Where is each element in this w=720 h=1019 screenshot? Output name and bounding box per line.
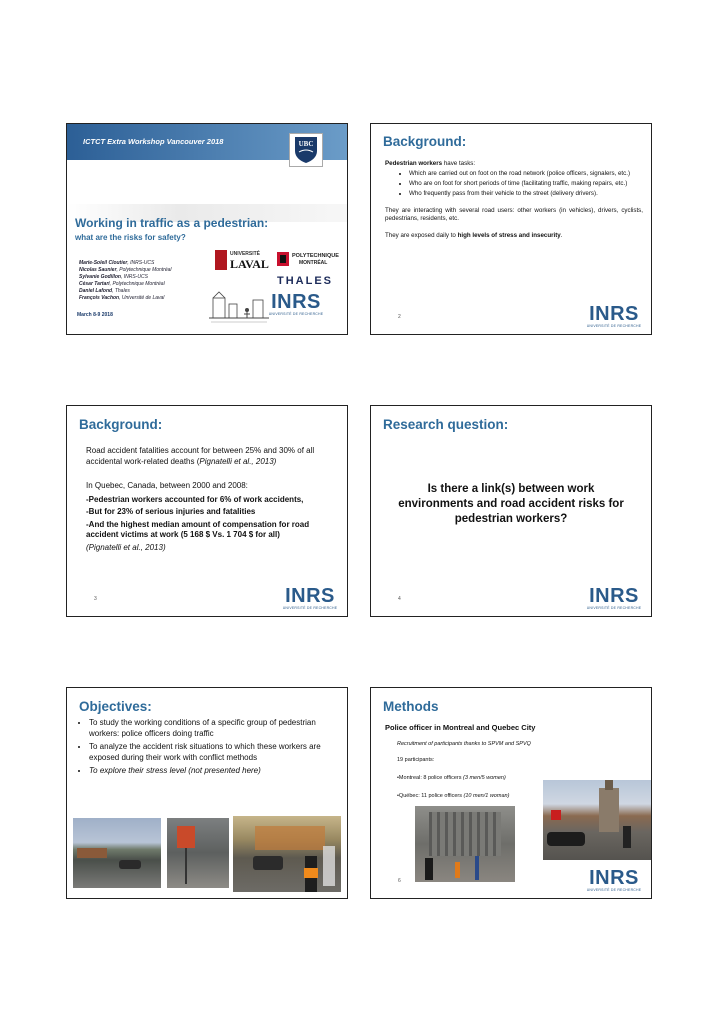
montreal-photo <box>415 806 515 882</box>
objective-item: • To study the working conditions of a specific group of pedestrian workers: police officers doing traffic <box>89 718 343 739</box>
presentation-title: Working in traffic as a pedestrian: <box>75 216 269 230</box>
page-number: 3 <box>94 596 97 602</box>
police-officer-photo <box>233 816 341 892</box>
quebec-participants: •Québec: 11 police officers (10 men/1 woman) <box>397 793 510 799</box>
slide-5 <box>66 687 348 899</box>
methods-subtitle: Police officer in Montreal and Quebec City <box>385 723 536 732</box>
stat-item: -But for 23% of serious injuries and fatalities <box>86 507 256 516</box>
inrs-logo: INRS UNIVERSITÉ DE RECHERCHE <box>586 303 642 328</box>
montreal-participants: •Montreal: 8 police officers (3 men/5 women) <box>397 775 506 781</box>
slide-4 <box>370 405 652 617</box>
slide-title: Background: <box>383 134 467 149</box>
presentation-subtitle: what are the risks for safety? <box>75 233 186 242</box>
stat-item: -And the highest median amount of compensation for road accident victims at work (5 168 $ Vs. 1 704 $ for all) <box>86 519 310 539</box>
street-photo <box>73 818 161 888</box>
page-number: 4 <box>398 596 401 602</box>
page-number: 6 <box>398 878 401 884</box>
bullet-item: • Who are on foot for short periods of time (facilitating traffic, making repairs, etc.) <box>409 180 643 188</box>
slide-body: Pedestrian workers have tasks: • Which are carried out on foot on the road network (police officers, signalers, etc.) • Who are on foot for short periods of time (facilitating traffic, making repairs, etc.) • Who frequently pass from their vehicle to the street (delivery drivers). They are interacting with several road users: other workers (in vehicles), drivers, cyclists, pedestrians, residents, etc. They are exposed daily to high levels of stress and insecurity. <box>385 160 643 240</box>
inrs-logo: INRS UNIVERSITÉ DE RECHERCHE <box>586 867 642 892</box>
bullet-item: • Which are carried out on foot on the road network (police officers, signalers, etc.) <box>409 170 643 178</box>
inrs-logo: INRS UNIVERSITÉ DE RECHERCHE <box>586 585 642 610</box>
objective-item: • To analyze the accident risk situations to which these workers are exposed during their work with conflict methods <box>89 742 343 763</box>
thales-logo: THALES <box>277 275 333 287</box>
page-number: 2 <box>398 314 401 320</box>
bullet-item: • Who frequently pass from their vehicle to the street (delivery drivers). <box>409 190 643 198</box>
slide-title: Objectives: <box>79 699 152 714</box>
slide-title: Background: <box>79 417 163 432</box>
author: César Tartari, Polytechnique Montréal <box>79 281 165 287</box>
slide-3 <box>66 405 348 617</box>
presentation-date: March 8-9 2018 <box>77 312 113 318</box>
exposure-text: They are exposed daily to high levels of stress and insecurity. <box>385 232 563 239</box>
workshop-name: ICTCT Extra Workshop Vancouver 2018 <box>83 137 224 146</box>
author: Sylvanie Godillon, INRS-UCS <box>79 274 148 280</box>
participants-text: 19 participants: <box>397 757 435 763</box>
quebec-intro: In Quebec, Canada, between 2000 and 2008: <box>86 481 248 490</box>
slide-title: Research question: <box>383 417 509 432</box>
inrs-logo: INRS UNIVERSITÉ DE RECHERCHE <box>282 585 338 610</box>
ubc-logo <box>289 133 323 167</box>
slide-body <box>86 446 342 553</box>
city-illustration <box>207 286 271 326</box>
citation: (Pignatelli et al., 2013) <box>86 542 166 552</box>
quebec-city-photo <box>543 780 652 860</box>
fatalities-text: Road accident fatalities account for between 25% and 30% of all accidental work-related deaths (Pignatelli et al., 2013) <box>86 446 315 466</box>
slide-6 <box>370 687 652 899</box>
author: Nicolas Saunier, Polytechnique Montréal <box>79 267 172 273</box>
slide-1 <box>66 123 348 335</box>
slide-title: Methods <box>383 699 439 714</box>
research-question: Is there a link(s) between work environments and road accident risks for pedestrian workers? <box>398 483 624 525</box>
inrs-logo: INRS UNIVERSITÉ DE RECHERCHE <box>268 291 324 316</box>
interaction-text: They are interacting with several road users: other workers (in vehicles), drivers, cyclists, pedestrians, residents, etc. <box>385 207 643 222</box>
polytechnique-logo: POLYTECHNIQUE MONTRÉAL <box>277 252 345 270</box>
recruitment-text: Recruitment of participants thanks to SPVM and SPVQ <box>397 741 531 747</box>
laval-logo: UNIVERSITÉ LAVAL <box>215 250 273 272</box>
author-list <box>79 260 172 302</box>
objective-item: • To explore their stress level (not presented here) <box>89 766 343 777</box>
author: François Vachon, Université de Laval <box>79 295 165 301</box>
author: Marie-Soleil Cloutier, INRS-UCS <box>79 260 155 266</box>
objectives-list <box>73 718 343 779</box>
stat-item: -Pedestrian workers accounted for 6% of work accidents, <box>86 494 304 504</box>
ubc-logo-text: UBC <box>298 140 314 148</box>
street-sign-photo <box>167 818 229 888</box>
slide-2 <box>370 123 652 335</box>
author: Daniel Lafond, Thales <box>79 288 130 294</box>
